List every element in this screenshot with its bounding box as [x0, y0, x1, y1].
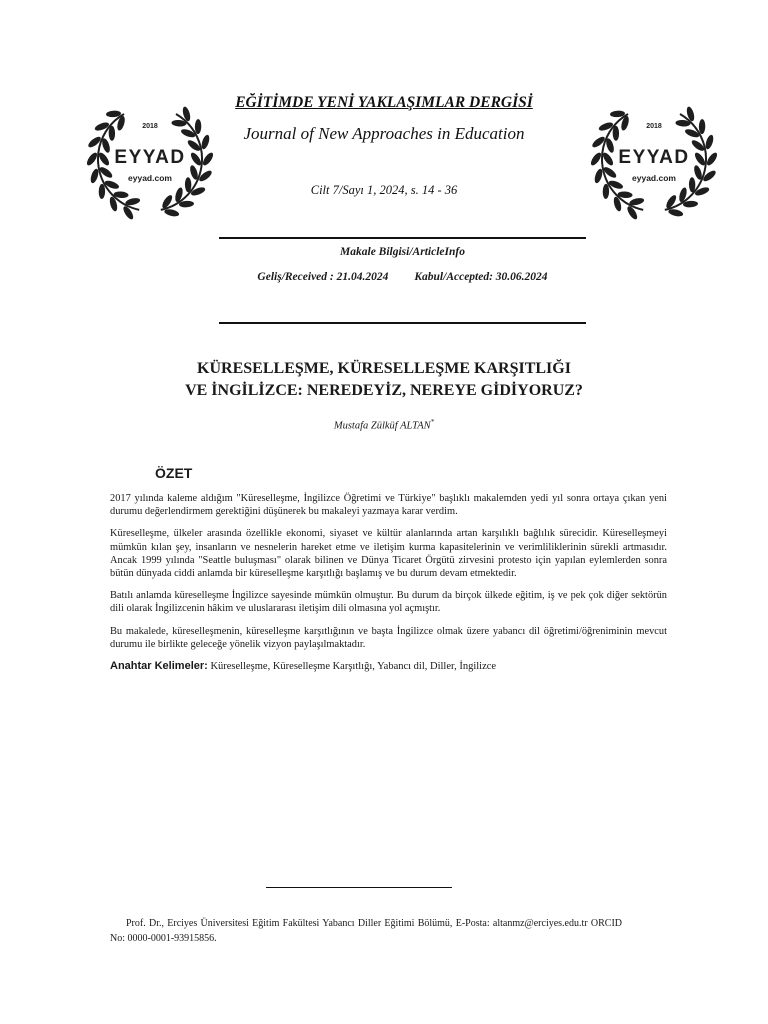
- laurel-leaf: [589, 151, 603, 167]
- keywords-list: Küreselleşme, Küreselleşme Karşıtlığı, Yabancı dil, Diller, İngilizce: [210, 661, 497, 673]
- keywords-label: Anahtar Kelimeler:: [110, 660, 208, 673]
- abstract-body: [110, 492, 667, 673]
- svg-text:2018: 2018: [646, 123, 662, 130]
- svg-text:eyyad.com: eyyad.com: [632, 173, 676, 183]
- article-info-heading: Makale Bilgisi/ArticleInfo: [340, 246, 465, 258]
- abstract-paragraph: 2017 yılında kaleme aldığım "Küreselleşme, İngilizce Öğretimi ve Türkiye" başlıklı makalemden yedi yıl sonra ortaya çıkan yeni durumu değerlendirmem gerektiğini düşünerek bu makaleyi yazmaya karar verdim.: [110, 493, 667, 518]
- laurel-leaf: [603, 184, 610, 199]
- volume-info: Cilt 7/Sayı 1, 2024, s. 14 - 36: [310, 183, 458, 197]
- svg-text:EYYAD: EYYAD: [114, 147, 186, 168]
- eyyad-logo-left: [82, 93, 218, 223]
- svg-text:EYYAD: EYYAD: [618, 147, 690, 168]
- abstract-paragraph: Batılı anlamda küreselleşme İngilizce sayesinde mümkün olmuştur. Bu durum da birçok ülkede eğitim, iş ve pek çok diğer sektörün dili olarak İngilizcenin hâkim ve uluslararası iletişim dili olmasına yol açmıştır.: [110, 590, 667, 615]
- divider-top: [219, 237, 586, 239]
- laurel-leaf: [699, 119, 706, 134]
- abstract-paragraph: Bu makalede, küreselleşmenin, küreselleşme karşıtlığının ve başta İngilizce olmak üzere yabancı dil öğretimi/öğreniminin mevcut durumu ile birlikte geleceğe yönelik vizyon paylaşılmaktadır.: [110, 625, 667, 650]
- author-footnote-mark: *: [430, 418, 435, 426]
- laurel-leaf: [705, 151, 719, 167]
- eyyad-logo-right: [586, 93, 722, 223]
- author-name: [110, 418, 658, 432]
- journal-title-turkish: EĞİTİMDE YENİ YAKLAŞIMLAR DERGİSİ: [235, 94, 533, 111]
- article-title-line-1: KÜRESELLEŞME, KÜRESELLEŞME KARŞITLIĞI: [197, 360, 571, 377]
- journal-title-english: Journal of New Approaches in Education: [243, 124, 525, 143]
- article-dates: [219, 271, 586, 283]
- article-title: [110, 358, 658, 402]
- received-date: Geliş/Received : 21.04.2024: [257, 271, 389, 283]
- footnote-text: Prof. Dr., Erciyes Üniversitesi Eğitim Fakültesi Yabancı Diller Eğitimi Bölümü, E-Posta: altanmz@erciyes.edu.tr ORCID No: 0000-0001-93915856.: [110, 918, 622, 944]
- svg-text:eyyad.com: eyyad.com: [128, 173, 172, 183]
- laurel-wreath-icon: [82, 93, 218, 223]
- laurel-wreath-icon: [586, 93, 722, 223]
- laurel-leaf: [99, 184, 106, 199]
- footnote-divider: [266, 887, 452, 888]
- article-title-line-2: VE İNGİLİZCE: NEREDEYİZ, NEREYE GİDİYORUZ?: [185, 382, 583, 399]
- divider-bottom: [219, 322, 586, 324]
- laurel-leaf: [613, 126, 620, 141]
- abstract-heading: ÖZET: [155, 465, 193, 481]
- abstract-paragraph: Küreselleşme, ülkeler arasında özellikle ekonomi, siyaset ve kültür alanlarında artan karşılıklı bağlılık sürecidir. Küreselleşmeyi mümkün kılan şey, insanların ve nesnelerin hareket etme ve iletişim kurma kapasitelerinin ve verimliliklerinin sürekli artmasıdır. Ancak 1999 yılında "Seattle buluşması" olarak bilinen ve Dünya Ticaret Örgütü zirvesini protesto için yapılan eylemlerden sonra bütün dünyada ciddi anlamda bir küreselleşme karşıtlığı başlamış ve bu durum devam etmektedir.: [110, 528, 667, 580]
- author-footnote: [110, 916, 622, 946]
- laurel-leaf: [109, 126, 116, 141]
- author-text: Mustafa Zülküf ALTAN: [333, 420, 431, 432]
- svg-text:2018: 2018: [142, 123, 158, 130]
- keywords-line: [110, 660, 667, 673]
- laurel-leaf: [201, 151, 215, 167]
- laurel-leaf: [85, 151, 99, 167]
- accepted-date: Kabul/Accepted: 30.06.2024: [414, 271, 548, 283]
- laurel-leaf: [689, 177, 696, 192]
